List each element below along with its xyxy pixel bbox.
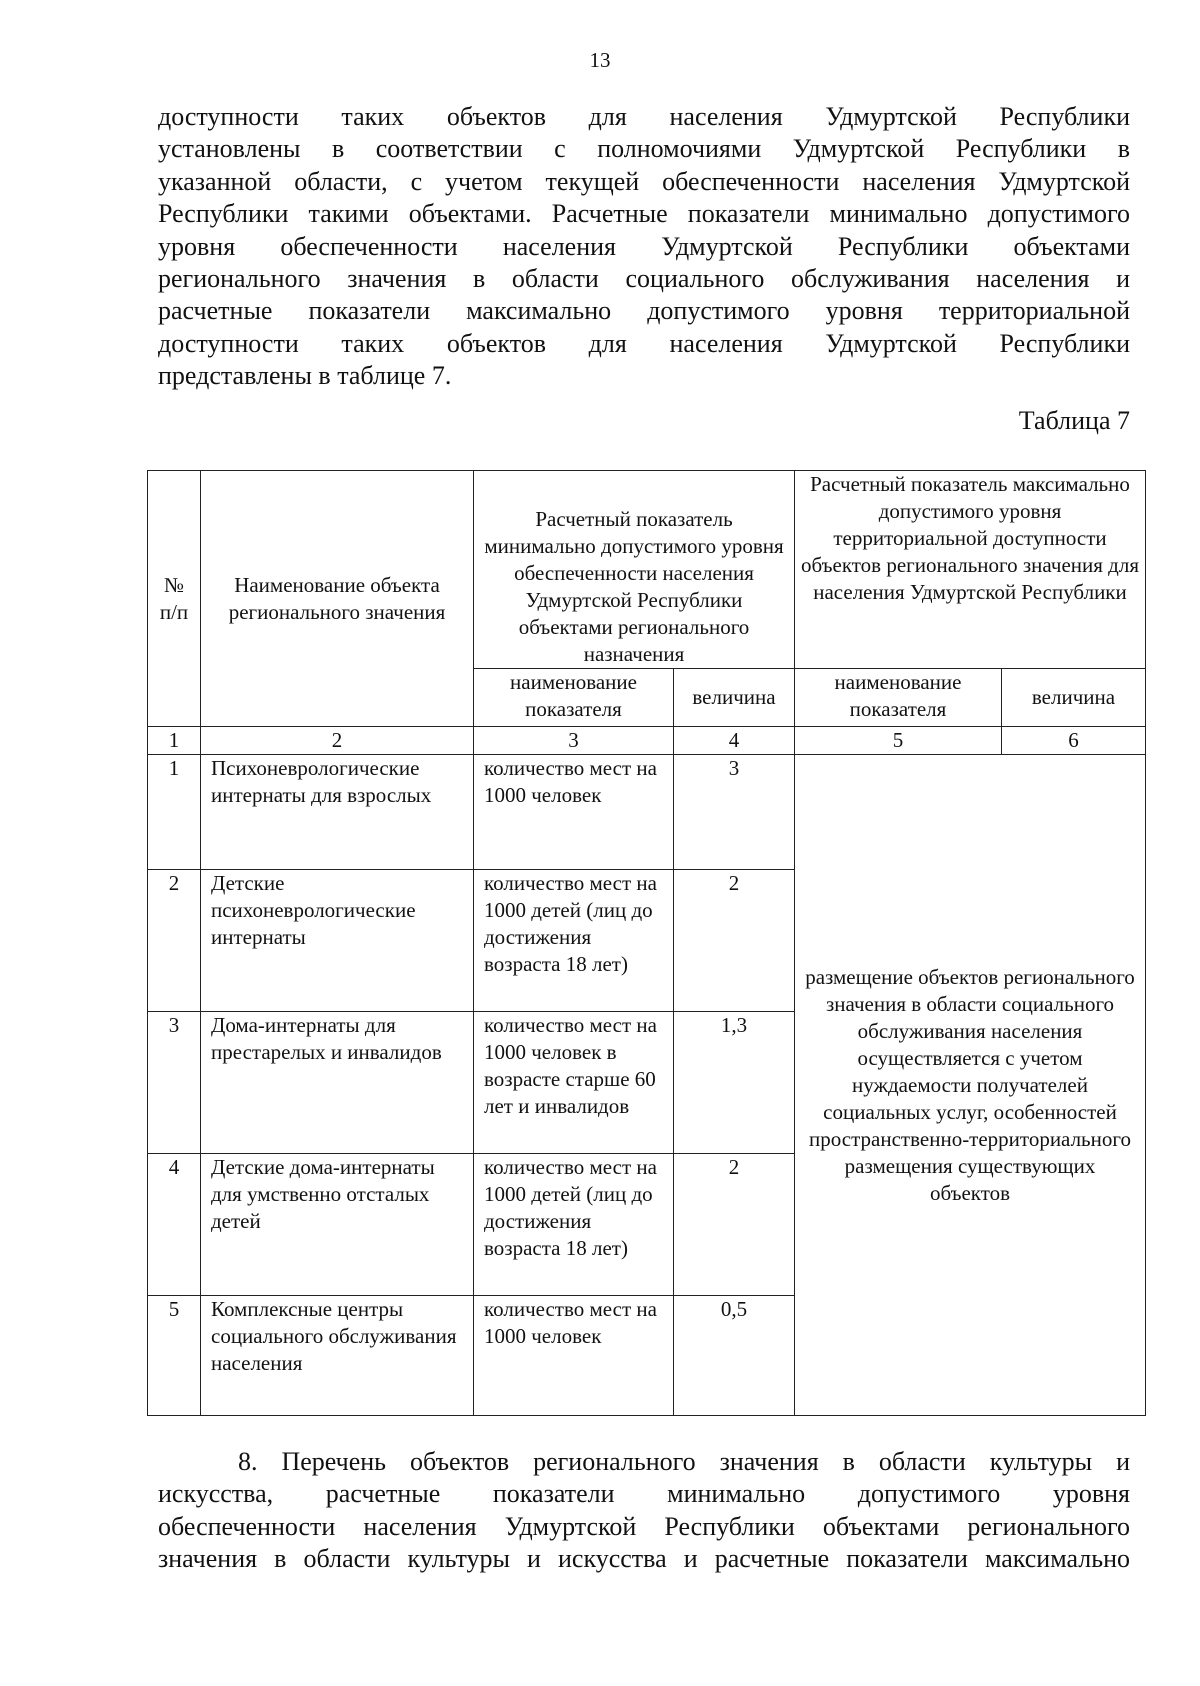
text-line: представлены в таблице 7. xyxy=(158,361,452,391)
header-value: величина xyxy=(674,669,795,727)
text-line: доступности таких объектов для населения Удмуртской Республики xyxy=(158,328,1130,358)
col-number: 6 xyxy=(1002,727,1146,755)
row-indicator: количество мест на 1000 человек xyxy=(474,1296,674,1416)
text-line: расчетные показатели максимально допустимого уровня территориальной xyxy=(158,296,1130,326)
col-number: 3 xyxy=(474,727,674,755)
row-name: Комплексные центры социального обслуживания населения xyxy=(201,1296,474,1416)
row-value: 0,5 xyxy=(674,1296,795,1416)
row-indicator: количество мест на 1000 человек xyxy=(474,755,674,870)
row-value: 2 xyxy=(674,1154,795,1296)
row-value: 2 xyxy=(674,870,795,1012)
col-number: 2 xyxy=(201,727,474,755)
text-line: регионального значения в области социального обслуживания населения и xyxy=(158,263,1130,293)
header-indicator-name: наименование показателя xyxy=(474,669,674,727)
row-num: 1 xyxy=(148,755,201,870)
row-num: 4 xyxy=(148,1154,201,1296)
page-number: 13 xyxy=(589,48,611,72)
header-indicator-name-2: наименование показателя xyxy=(795,669,1002,727)
text-line: установлены в соответствии с полномочиями Удмуртской Республики в xyxy=(158,134,1130,164)
row-num: 5 xyxy=(148,1296,201,1416)
text-line: 8. Перечень объектов регионального значения в области культуры и xyxy=(238,1447,1130,1476)
col-number: 5 xyxy=(795,727,1002,755)
header-value-2: величина xyxy=(1002,669,1146,727)
row-num: 3 xyxy=(148,1012,201,1154)
header-name: Наименование объекта регионального значения xyxy=(201,471,474,727)
row-value: 1,3 xyxy=(674,1012,795,1154)
text-line: искусства, расчетные показатели минимально допустимого уровня xyxy=(158,1479,1130,1509)
text-line: обеспеченности населения Удмуртской Республики объектами регионального xyxy=(158,1511,1130,1541)
row-name: Дома-интернаты для престарелых и инвалидов xyxy=(201,1012,474,1154)
row-name: Детские дома-интернаты для умственно отсталых детей xyxy=(201,1154,474,1296)
text-line: указанной области, с учетом текущей обеспеченности населения Удмуртской xyxy=(158,166,1130,196)
text-line: уровня обеспеченности населения Удмуртской Республики объектами xyxy=(158,231,1130,261)
col-number: 4 xyxy=(674,727,795,755)
text-line: доступности таких объектов для населения Удмуртской Республики xyxy=(158,102,1130,131)
text-line: значения в области культуры и искусства и расчетные показатели максимально xyxy=(158,1544,1130,1574)
row-name: Детские психоневрологические интернаты xyxy=(201,870,474,1012)
merged-note: размещение объектов регионального значения в области социального обслуживания населения осуществляется с учетом нуждаемости получателей социальных услуг, особенностей пространственно-территориального размещения существующих объектов xyxy=(795,755,1146,1416)
text-line: Республики такими объектами. Расчетные показатели минимально допустимого xyxy=(158,199,1130,229)
header-num: № п/п xyxy=(148,471,201,727)
header-max-group: Расчетный показатель максимально допустимого уровня территориальной доступности объектов регионального значения для населения Удмуртской Республики xyxy=(795,471,1146,669)
intro-paragraph xyxy=(158,101,1130,393)
col-number: 1 xyxy=(148,727,201,755)
section-8-paragraph xyxy=(158,1446,1130,1576)
table-row xyxy=(148,755,1146,870)
row-name: Психоневрологические интернаты для взрослых xyxy=(201,755,474,870)
row-value: 3 xyxy=(674,755,795,870)
row-indicator: количество мест на 1000 человек в возрасте старше 60 лет и инвалидов xyxy=(474,1012,674,1154)
row-indicator: количество мест на 1000 детей (лиц до достижения возраста 18 лет) xyxy=(474,870,674,1012)
header-min-group: Расчетный показатель минимально допустимого уровня обеспеченности населения Удмуртской Республики объектами регионального назначения xyxy=(474,471,795,669)
row-num: 2 xyxy=(148,870,201,1012)
row-indicator: количество мест на 1000 детей (лиц до достижения возраста 18 лет) xyxy=(474,1154,674,1296)
table-caption: Таблица 7 xyxy=(1018,406,1130,435)
table-7 xyxy=(147,470,1146,1416)
